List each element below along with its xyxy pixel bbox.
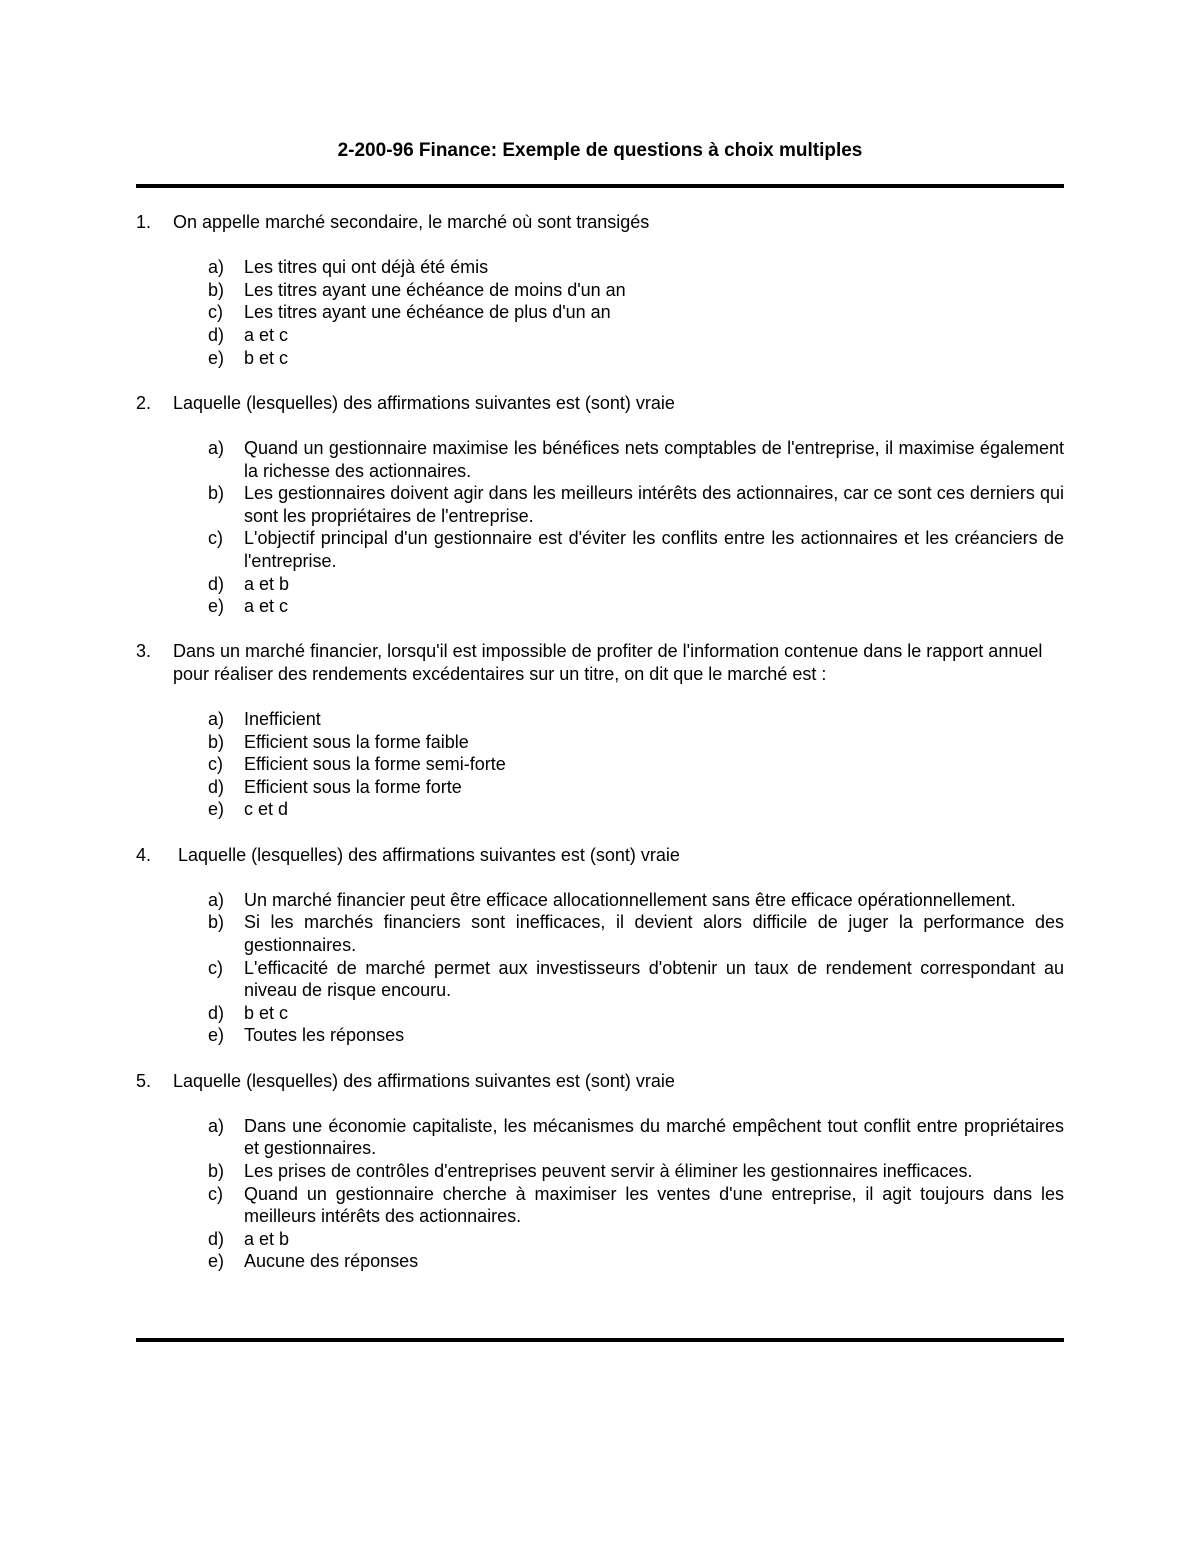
- option-label: a): [208, 1115, 225, 1136]
- option-list: [208, 1115, 1064, 1273]
- option-label: c): [208, 754, 223, 775]
- option-text: a et c: [244, 324, 289, 345]
- option-b: [208, 731, 1064, 754]
- option-label: c): [208, 302, 223, 323]
- option-label: a): [208, 257, 225, 278]
- question-number: 4.: [136, 844, 152, 865]
- option-text: Efficient sous la forme semi-forte: [244, 754, 506, 775]
- option-text: Inefficient: [244, 709, 321, 730]
- option-text: Si les marchés financiers sont inefficaces, il devient alors difficile de juger la performance des gestionnaires.: [244, 912, 1064, 955]
- option-text: Efficient sous la forme forte: [244, 776, 462, 797]
- option-text: Aucune des réponses: [244, 1251, 419, 1272]
- question-text: Laquelle (lesquelles) des affirmations suivantes est (sont) vraie: [173, 844, 680, 865]
- question-5: [136, 1070, 1064, 1273]
- option-label: e): [208, 1025, 225, 1046]
- option-label: e): [208, 347, 225, 368]
- option-label: e): [208, 596, 225, 617]
- option-label: d): [208, 1002, 225, 1023]
- option-label: b): [208, 483, 225, 504]
- option-label: a): [208, 709, 225, 730]
- option-label: c): [208, 957, 223, 978]
- option-text: Les titres qui ont déjà été émis: [244, 257, 489, 278]
- option-d: [208, 1228, 1064, 1251]
- option-a: [208, 256, 1064, 279]
- option-text: b et c: [244, 1002, 289, 1023]
- option-e: [208, 347, 1064, 370]
- option-text: Toutes les réponses: [244, 1025, 405, 1046]
- option-list: [208, 708, 1064, 821]
- option-label: b): [208, 1160, 225, 1181]
- option-e: [208, 1024, 1064, 1047]
- option-c: [208, 301, 1064, 324]
- option-e: [208, 798, 1064, 821]
- question-number: 3.: [136, 641, 152, 662]
- option-d: [208, 573, 1064, 596]
- top-divider: [136, 184, 1064, 188]
- option-text: Les titres ayant une échéance de moins d'un an: [244, 279, 626, 300]
- question-2: [136, 392, 1064, 618]
- option-list: [208, 889, 1064, 1047]
- option-label: a): [208, 437, 225, 458]
- option-d: [208, 324, 1064, 347]
- question-text: Dans un marché financier, lorsqu'il est impossible de profiter de l'information contenue dans le rapport annuel pour réaliser des rendements excédentaires sur un titre, on dit que le marché est :: [173, 641, 1043, 684]
- question-3: [136, 640, 1064, 821]
- option-text: Quand un gestionnaire maximise les bénéfices nets comptables de l'entreprise, il maximise également la richesse des actionnaires.: [244, 437, 1064, 481]
- option-d: [208, 776, 1064, 799]
- option-text: Les gestionnaires doivent agir dans les meilleurs intérêts des actionnaires, car ce sont ces derniers qui sont les propriétaires de l'entreprise.: [244, 483, 1064, 526]
- option-a: [208, 708, 1064, 731]
- option-a: [208, 437, 1064, 482]
- document-title: 2-200-96 Finance: Exemple de questions à choix multiples: [337, 140, 863, 161]
- option-c: [208, 527, 1064, 572]
- option-text: Un marché financier peut être efficace allocationnellement sans être efficace opérationnellement.: [244, 889, 1016, 910]
- option-label: d): [208, 324, 225, 345]
- option-text: Quand un gestionnaire cherche à maximiser les ventes d'une entreprise, il agit toujours dans les meilleurs intérêts des actionnaires.: [244, 1183, 1064, 1227]
- option-text: Efficient sous la forme faible: [244, 731, 469, 752]
- question-list: [136, 211, 1064, 1273]
- option-label: d): [208, 776, 225, 797]
- option-text: L'efficacité de marché permet aux investisseurs d'obtenir un taux de rendement correspondant au niveau de risque encouru.: [244, 957, 1064, 1001]
- option-label: e): [208, 1251, 225, 1272]
- option-b: [208, 279, 1064, 302]
- option-label: e): [208, 799, 225, 820]
- option-b: [208, 911, 1064, 956]
- option-list: [208, 437, 1064, 618]
- question-number: 1.: [136, 212, 152, 232]
- option-e: [208, 1250, 1064, 1273]
- option-label: b): [208, 279, 225, 300]
- option-text: Les prises de contrôles d'entreprises peuvent servir à éliminer les gestionnaires inefficaces.: [244, 1160, 973, 1181]
- question-1: [136, 211, 1064, 369]
- question-number: 5.: [136, 1070, 152, 1091]
- option-b: [208, 482, 1064, 527]
- option-a: [208, 1115, 1064, 1160]
- question-text: Laquelle (lesquelles) des affirmations suivantes est (sont) vraie: [173, 392, 675, 413]
- bottom-divider: [136, 1338, 1064, 1342]
- option-c: [208, 1183, 1064, 1228]
- option-text: a et c: [244, 596, 289, 617]
- option-label: d): [208, 1228, 225, 1249]
- option-label: a): [208, 889, 225, 910]
- question-4: [136, 844, 1064, 1047]
- question-text: Laquelle (lesquelles) des affirmations suivantes est (sont) vraie: [173, 1070, 675, 1091]
- option-b: [208, 1160, 1064, 1183]
- option-label: b): [208, 912, 225, 933]
- option-c: [208, 957, 1064, 1002]
- question-text: On appelle marché secondaire, le marché où sont transigés: [173, 212, 650, 232]
- option-list: [208, 256, 1064, 369]
- option-text: Les titres ayant une échéance de plus d'un an: [244, 302, 611, 323]
- question-number: 2.: [136, 392, 152, 413]
- option-text: b et c: [244, 347, 289, 368]
- option-label: c): [208, 1183, 223, 1204]
- option-c: [208, 753, 1064, 776]
- option-text: a et b: [244, 1228, 290, 1249]
- option-e: [208, 595, 1064, 618]
- option-d: [208, 1002, 1064, 1025]
- option-text: c et d: [244, 799, 289, 820]
- option-label: c): [208, 528, 223, 549]
- option-label: b): [208, 731, 225, 752]
- option-text: a et b: [244, 573, 290, 594]
- option-text: Dans une économie capitaliste, les mécanismes du marché empêchent tout conflit entre propriétaires et gestionnaires.: [244, 1115, 1064, 1159]
- option-a: [208, 889, 1064, 912]
- option-label: d): [208, 573, 225, 594]
- option-text: L'objectif principal d'un gestionnaire est d'éviter les conflits entre les actionnaires et les créanciers de l'entreprise.: [244, 528, 1064, 571]
